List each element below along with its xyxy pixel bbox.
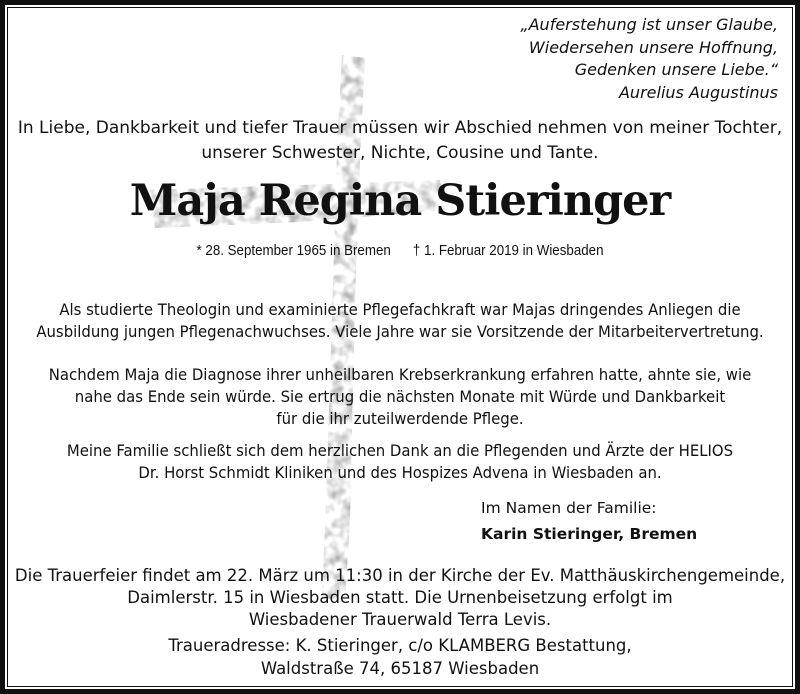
death-date: † 1. Februar 2019 in Wiesbaden [412, 243, 604, 259]
mourning-address [0, 634, 800, 680]
paragraph-line: Als studierte Theologin und examinierte Pflegefachkraft war Majas dringendes Anliegen die [59, 300, 741, 319]
paragraph-line: für die ihr zuteilwerdende Pflege. [276, 409, 524, 428]
paragraph-line: Meine Familie schließt sich dem herzlichen Dank an die Pflegenden und Ärzte der HELIOS [66, 441, 734, 460]
intro-text [0, 116, 800, 166]
address-line: Waldstraße 74, 65187 Wiesbaden [260, 659, 540, 678]
quote-line: Gedenken unsere Liebe.“ [574, 60, 778, 79]
deceased-name: Maja Regina Stieringer [129, 176, 671, 226]
signature-label: Im Namen der Familie: [481, 499, 657, 517]
quote-author: Aurelius Augustinus [618, 82, 778, 102]
service-line: Wiesbadener Trauerwald Terra Levis. [248, 610, 552, 629]
service-line: Daimlerstr. 15 in Wiesbaden statt. Die Urnenbeisetzung erfolgt im [127, 588, 673, 607]
epigraph-quote [520, 14, 778, 104]
paragraph-line: Dr. Horst Schmidt Kliniken und des Hospizes Advena in Wiesbaden an. [138, 463, 662, 482]
paragraph-illness [28, 364, 772, 430]
paragraph-thanks [28, 440, 772, 484]
intro-line: unserer Schwester, Nichte, Cousine und Tante. [201, 143, 599, 163]
quote-line: „Auferstehung ist unser Glaube, [520, 15, 778, 34]
life-dates [32, 243, 768, 259]
intro-line: In Liebe, Dankbarkeit und tiefer Trauer müssen wir Abschied nehmen von meiner Tochter, [17, 118, 783, 138]
paragraph-line: Ausbildung jungen Pflegenachwuchses. Viele Jahre war sie Vorsitzende der Mitarbeitervertretung. [36, 322, 764, 341]
birth-date: * 28. September 1965 in Bremen [196, 243, 391, 259]
paragraph-line: nahe das Ende sein würde. Sie ertrug die nächsten Monate mit Würde und Dankbarkeit [74, 387, 726, 406]
family-signature [481, 495, 697, 547]
address-line: Traueradresse: K. Stieringer, c/o KLAMBERG Bestattung, [168, 636, 632, 655]
quote-line: Wiedersehen unsere Hoffnung, [528, 37, 778, 57]
paragraph-line: Nachdem Maja die Diagnose ihrer unheilbaren Krebserkrankung erfahren hatte, ahnte sie, wie [48, 365, 752, 384]
service-line: Die Trauerfeier findet am 22. März um 11:30 in der Kirche der Ev. Matthäuskirchengemeinde, [14, 566, 786, 585]
funeral-service-info [0, 565, 800, 631]
paragraph-career [28, 299, 772, 343]
signature-name: Karin Stieringer, Bremen [481, 525, 698, 543]
